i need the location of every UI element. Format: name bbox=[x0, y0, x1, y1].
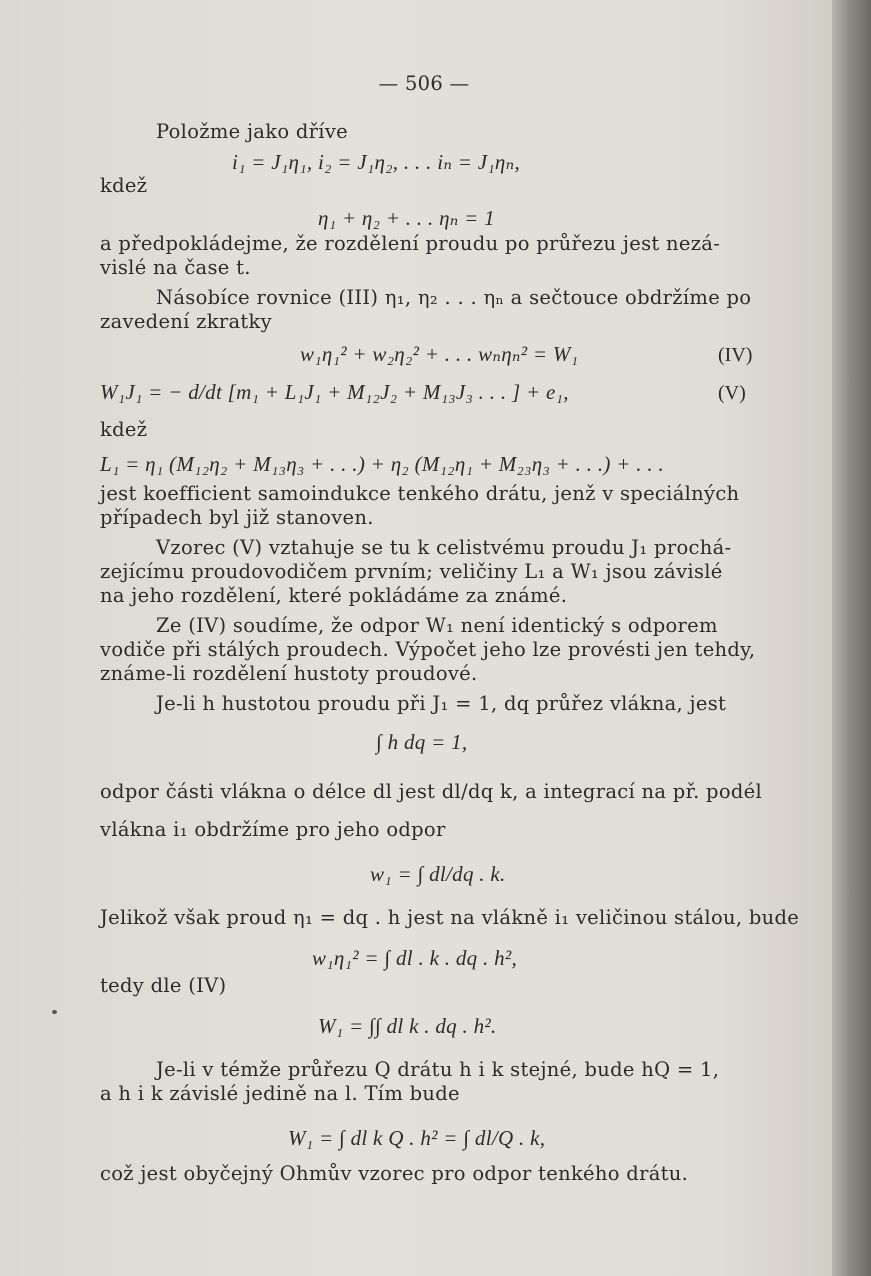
equation-line: W₁ = ∫∫ dl k . dq . h². bbox=[318, 1014, 497, 1038]
text-line: zavedení zkratky bbox=[100, 310, 272, 333]
ink-smudge bbox=[52, 1010, 57, 1014]
text-line: Položme jako dříve bbox=[156, 120, 348, 143]
equation-line: W₁ = ∫ dl k Q . h² = ∫ dl/Q . k, bbox=[288, 1126, 546, 1150]
text-line: vodiče při stálých proudech. Výpočet jeho lze provésti jen tehdy, bbox=[100, 638, 756, 661]
text-line: což jest obyčejný Ohmův vzorec pro odpor tenkého drátu. bbox=[100, 1162, 689, 1185]
text-line: kdež bbox=[100, 418, 148, 441]
text-line: známe-li rozdělení hustoty proudové. bbox=[100, 662, 478, 685]
text-line: Násobíce rovnice (III) η₁, η₂ . . . ηₙ a sečtouce obdržíme po bbox=[156, 286, 752, 309]
text-line: Jelikož však proud η₁ = dq . h jest na vlákně i₁ veličinou stálou, bude bbox=[100, 906, 800, 929]
equation-line: w₁η₁² + w₂η₂² + . . . wₙηₙ² = W₁ bbox=[300, 342, 579, 366]
equation-line: ∫ h dq = 1, bbox=[376, 730, 468, 754]
book-gutter bbox=[832, 0, 871, 1276]
equation-line: w₁ = ∫ dl/dq . k. bbox=[370, 862, 506, 886]
text-line: kdež bbox=[100, 174, 148, 197]
page-number: — 506 — bbox=[378, 72, 470, 95]
text-line: Ze (IV) soudíme, že odpor W₁ není identický s odporem bbox=[156, 614, 718, 637]
equation-line: W₁J₁ = − d/dt [m₁ + L₁J₁ + M₁₂J₂ + M₁₃J₃ . . . ] + e₁, bbox=[100, 380, 569, 404]
equation-line: η₁ + η₂ + . . . ηₙ = 1 bbox=[318, 206, 495, 230]
text-line: na jeho rozdělení, které pokládáme za známé. bbox=[100, 584, 568, 607]
text-line: a předpokládejme, že rozdělení proudu po průřezu jest nezá- bbox=[100, 232, 721, 255]
equation-line: L₁ = η₁ (M₁₂η₂ + M₁₃η₃ + . . .) + η₂ (M₁₂η₁ + M₂₃η₃ + . . .) + . . . bbox=[100, 452, 664, 476]
text-line: Je-li h hustotou proudu při J₁ = 1, dq průřez vlákna, jest bbox=[156, 692, 727, 715]
text-line: Je-li v témže průřezu Q drátu h i k stejné, bude hQ = 1, bbox=[156, 1058, 720, 1081]
text-line: odpor části vlákna o délce dl jest dl/dq k, a integrací na př. podél bbox=[100, 780, 763, 803]
text-line: případech byl již stanoven. bbox=[100, 506, 374, 529]
text-line: zejícímu proudovodičem prvním; veličiny L₁ a W₁ jsou závislé bbox=[100, 560, 723, 583]
text-line: Vzorec (V) vztahuje se tu k celistvému proudu J₁ prochá- bbox=[156, 536, 732, 559]
text-line: a h i k závislé jedině na l. Tím bude bbox=[100, 1082, 460, 1105]
text-line: vlákna i₁ obdržíme pro jeho odpor bbox=[100, 818, 446, 841]
equation-line: i₁ = J₁η₁, i₂ = J₁η₂, . . . iₙ = J₁ηₙ, bbox=[232, 150, 521, 174]
equation-number: (IV) bbox=[718, 344, 753, 366]
equation-line: w₁η₁² = ∫ dl . k . dq . h², bbox=[312, 946, 518, 970]
equation-number: (V) bbox=[718, 382, 746, 404]
text-line: jest koefficient samoindukce tenkého drátu, jenž v speciálných bbox=[100, 482, 740, 505]
text-line: vislé na čase t. bbox=[100, 256, 251, 279]
text-line: tedy dle (IV) bbox=[100, 974, 227, 997]
